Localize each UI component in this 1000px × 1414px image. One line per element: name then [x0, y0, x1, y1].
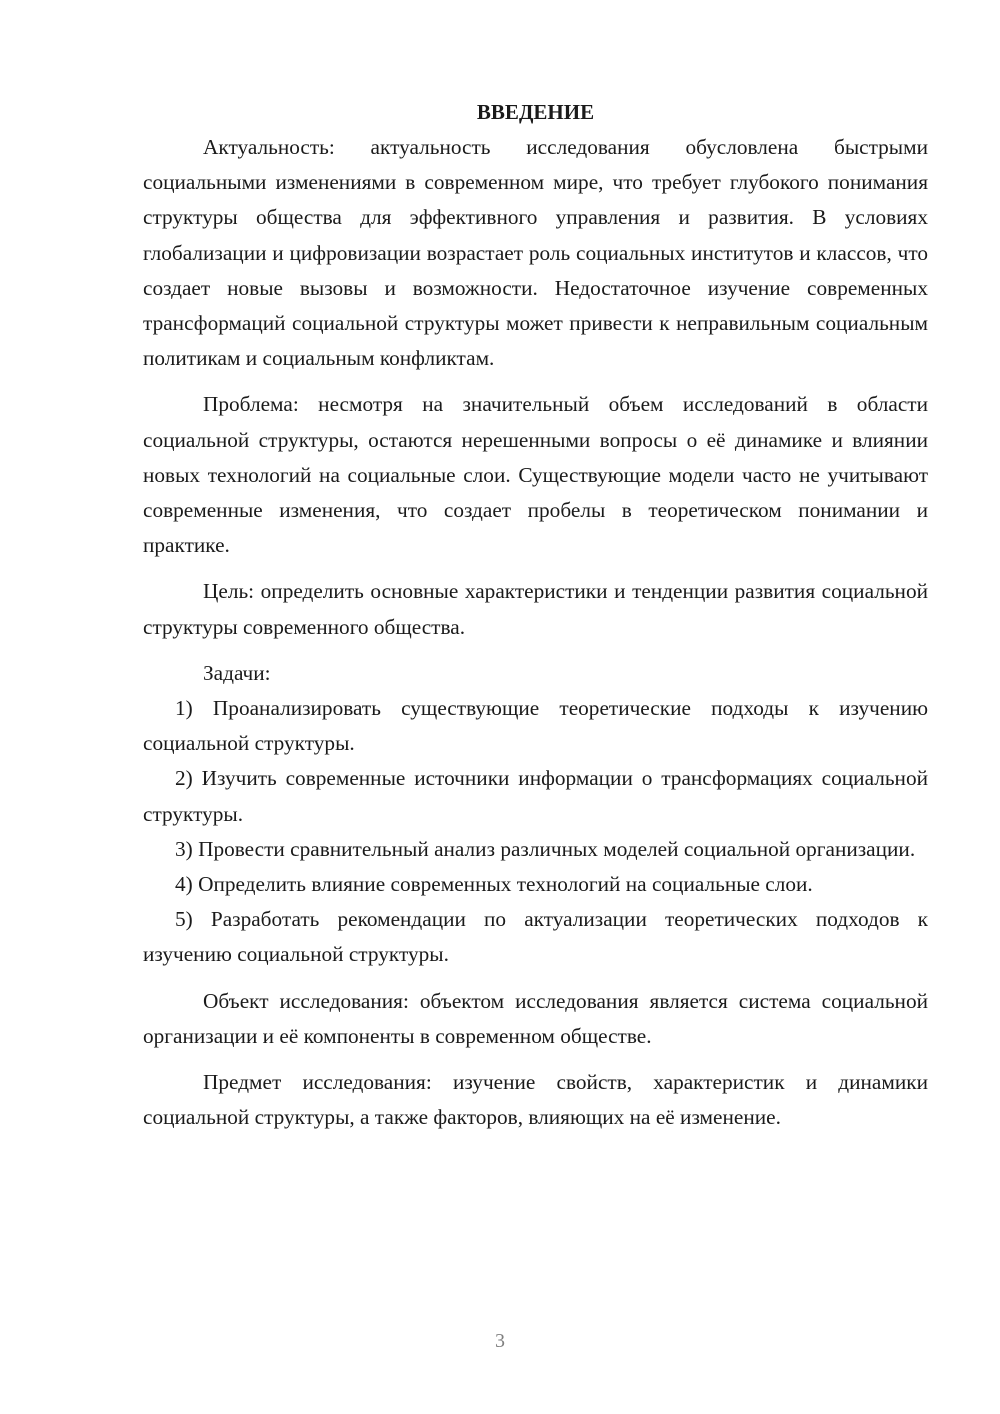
task-item-4: 4) Определить влияние современных технологий на социальные слои. — [175, 872, 813, 897]
paragraph-subject: Предмет исследования: изучение свойств, характеристик и динамики социальной структуры, а также факторов, влияющих на её изменение. — [143, 1070, 928, 1130]
page-number: 3 — [495, 1330, 505, 1352]
paragraph-goal: Цель: определить основные характеристики и тенденции развития социальной структуры современного общества. — [143, 579, 928, 639]
paragraph-relevance: Актуальность: актуальность исследования обусловлена быстрыми социальными изменениями в современном мире, что требует глубокого понимания структуры общества для эффективного управления и развития. В условиях глобализации и цифровизации возрастает роль социальных институтов и классов, что создает новые вызовы и возможности. Недостаточное изучение современных трансформаций социальной структуры может привести к неправильным социальным политикам и социальным конфликтам. — [143, 135, 928, 371]
task-item-1: 1) Проанализировать существующие теоретические подходы к изучению социальной структуры. — [143, 696, 928, 756]
paragraph-problem: Проблема: несмотря на значительный объем исследований в области социальной структуры, остаются нерешенными вопросы о её динамике и влиянии новых технологий на социальные слои. Существующие модели часто не учитывают современные изменения, что создает пробелы в теоретическом понимании и практике. — [143, 392, 928, 558]
paragraph-object: Объект исследования: объектом исследования является система социальной организации и её компоненты в современном обществе. — [143, 988, 928, 1048]
task-item-2: 2) Изучить современные источники информации о трансформациях социальной структуры. — [143, 766, 928, 826]
task-item-3: 3) Провести сравнительный анализ различных моделей социальной организации. — [175, 836, 916, 861]
page-content — [143, 95, 928, 1135]
task-item-5: 5) Разработать рекомендации по актуализации теоретических подходов к изучению социальной структуры. — [143, 907, 928, 967]
tasks-heading: Задачи: — [203, 660, 271, 685]
page-title: ВВЕДЕНИЕ — [476, 100, 595, 124]
